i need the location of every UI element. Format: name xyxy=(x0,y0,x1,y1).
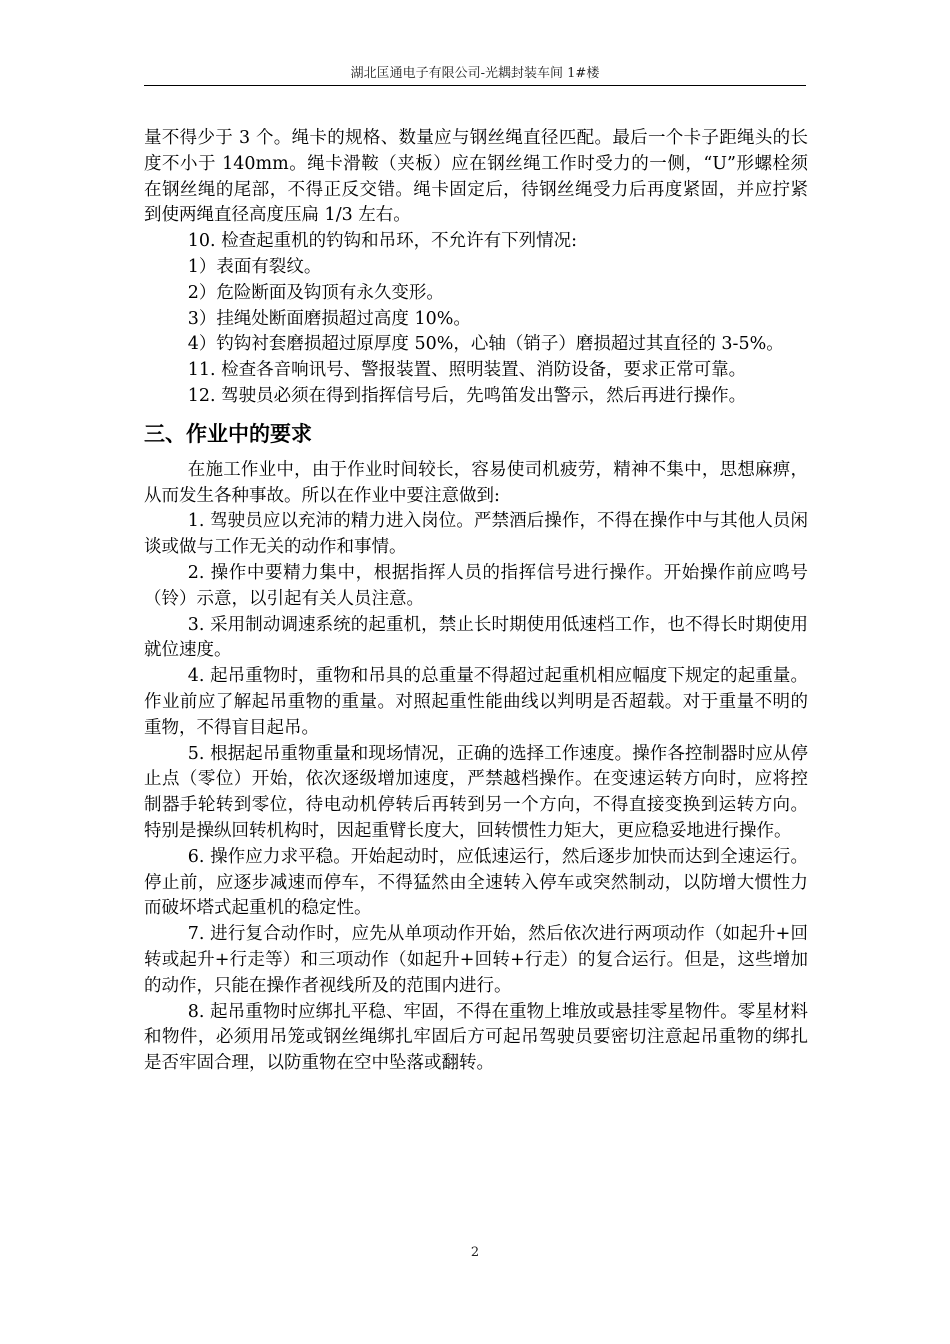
paragraph-req-6: 6. 操作应力求平稳。开始起动时，应低速运行，然后逐步加快而达到全速运行。停止前，应逐步减速而停车，不得猛然由全速转入停车或突然制动，以防增大惯性力而破坏塔式起重机的稳定性。 xyxy=(144,846,808,919)
page-header: 湖北匡通电子有限公司-光耦封装车间 1#楼 xyxy=(350,66,600,81)
header-divider xyxy=(144,85,806,86)
document-body xyxy=(144,126,808,1077)
paragraph-req-1: 1. 驾驶员应以充沛的精力进入岗位。严禁酒后操作，不得在操作中与其他人员闲谈或做与工作无关的动作和事情。 xyxy=(144,511,808,558)
section-heading: 三、作业中的要求 xyxy=(144,421,312,446)
paragraph-req-3: 3. 采用制动调速系统的起重机，禁止长时期使用低速档工作，也不得长时期使用就位速度。 xyxy=(144,614,808,661)
paragraph-req-5: 5. 根据起吊重物重量和现场情况，正确的选择工作速度。操作各控制器时应从停止点（零位）开始，依次逐级增加速度，严禁越档操作。在变速运转方向时，应将控制器手轮转到零位，待电动机停转后再转到另一个方向，不得直接变换到运转方向。特别是操纵回转机构时，因起重臂长度大，回转惯性力矩大，更应稳妥地进行操作。 xyxy=(144,743,808,841)
paragraph-subitem-2: 2）危险断面及钩顶有永久变形。 xyxy=(187,282,444,303)
paragraph-intro: 在施工作业中，由于作业时间较长，容易使司机疲劳，精神不集中，思想麻痹，从而发生各种事故。所以在作业中要注意做到: xyxy=(144,459,808,506)
paragraph-req-4: 4. 起吊重物时，重物和吊具的总重量不得超过起重机相应幅度下规定的起重量。作业前应了解起吊重物的重量。对照起重性能曲线以判明是否超载。对于重量不明的重物，不得盲目起吊。 xyxy=(144,666,808,738)
page-number: 2 xyxy=(470,1245,480,1260)
paragraph-item-11: 11. 检查各音响讯号、警报装置、照明装置、消防设备，要求正常可靠。 xyxy=(187,360,747,381)
paragraph-subitem-3: 3）挂绳处断面磨损超过高度 10%。 xyxy=(187,308,471,329)
paragraph-subitem-4: 4）钓钩衬套磨损超过原厚度 50%，心轴（销子）磨损超过其直径的 3-5%。 xyxy=(187,334,784,355)
paragraph-item-10: 10. 检查起重机的钓钩和吊环，不允许有下列情况: xyxy=(187,231,578,252)
paragraph-req-8: 8. 起吊重物时应绑扎平稳、牢固，不得在重物上堆放或悬挂零星物件。零星材料和物件，必须用吊笼或钢丝绳绑扎牢固后方可起吊驾驶员要密切注意起吊重物的绑扎是否牢固合理，以防重物在空中坠落或翻转。 xyxy=(144,1001,808,1074)
paragraph-item-12: 12. 驾驶员必须在得到指挥信号后，先鸣笛发出警示，然后再进行操作。 xyxy=(187,385,747,406)
paragraph-subitem-1: 1）表面有裂纹。 xyxy=(187,256,322,277)
paragraph-req-7: 7. 进行复合动作时，应先从单项动作开始，然后依次进行两项动作（如起升+回转或起升+行走等）和三项动作（如起升+回转+行走）的复合运行。但是，这些增加的动作，只能在操作者视线所及的范围内进行。 xyxy=(144,924,808,996)
paragraph-wire-clamp: 量不得少于 3 个。绳卡的规格、数量应与钢丝绳直径匹配。最后一个卡子距绳头的长度不小于 140mm。绳卡滑鞍（夹板）应在钢丝绳工作时受力的一侧，“U”形螺栓须在钢丝绳的尾部，不得正反交错。绳卡固定后，待钢丝绳受力后再度紧固，并应拧紧到使两绳直径高度压扁 1/3 左右。 xyxy=(144,128,808,226)
paragraph-req-2: 2. 操作中要精力集中，根据指挥人员的指挥信号进行操作。开始操作前应鸣号（铃）示意，以引起有关人员注意。 xyxy=(144,562,808,609)
